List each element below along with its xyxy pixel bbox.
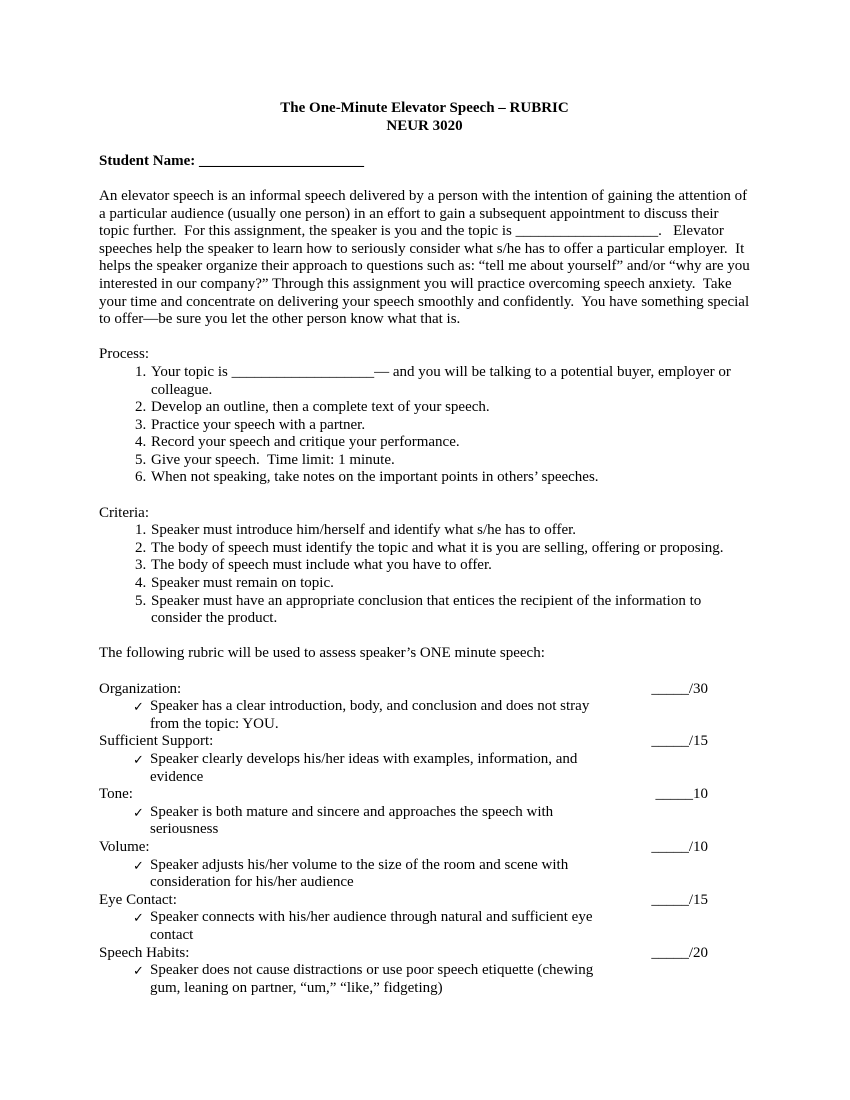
score-blank: _____ [651,733,689,750]
rubric-desc-row [99,751,750,786]
rubric-label-row [99,681,750,699]
list-number: 1. [135,522,147,539]
list-item [99,522,750,540]
list-item [99,575,750,593]
rubric-desc-row [99,962,750,997]
student-name-label: Student Name: [99,152,199,169]
student-name-line [99,153,750,171]
list-item-text: Develop an outline, then a complete text of your speech. [151,399,490,416]
list-item-text: Record your speech and critique your performance. [151,434,460,451]
list-item-text: Practice your speech with a partner. [151,416,366,433]
rubric-section [99,681,750,998]
list-number: 6. [135,469,147,486]
score-value: /10 [688,838,708,855]
rubric-score [651,839,708,857]
score-value: /15 [688,733,708,750]
list-item [99,434,750,452]
rubric-item-sufficient-support [99,733,750,786]
list-item [99,557,750,575]
intro-paragraph: An elevator speech is an informal speech delivered by a person with the intention of gaining the attention of a particular audience (usually one person) in an effort to gain a subsequent appointment to discuss their topic further. For this assignment, the speaker is you and the topic is ___________________. Elevator speeches help the speaker to learn how to seriously consider what s/he has to offer a particular employer. It helps the speaker organize their approach to questions such as: “tell me about yourself” and/or “why are you interested in our company?” Through this assignment you will practice overcoming speech anxiety. Take your time and concentrate on delivering your speech smoothly and confidently. You have something special to offer—be sure you let the other person know what that is. [99,187,754,328]
rubric-label: Eye Contact: [99,891,177,908]
list-number: 2. [135,399,147,416]
rubric-item-eye-contact [99,892,750,945]
process-list [99,364,750,487]
score-value: /15 [688,891,708,908]
criteria-heading: Criteria: [99,504,149,521]
rubric-score [651,892,708,910]
list-number: 3. [135,416,147,433]
list-number: 5. [135,451,147,468]
rubric-desc-text: Speaker clearly develops his/her ideas with examples, information, and evidence [150,750,578,785]
rubric-score [651,681,708,699]
rubric-desc-text: Speaker adjusts his/her volume to the size of the room and scene with consideration for his/her audience [150,856,569,891]
rubric-score [651,945,708,963]
rubric-label-row [99,839,750,857]
rubric-desc-row [99,698,750,733]
rubric-desc-text: Speaker has a clear introduction, body, and conclusion and does not stray from the topic: YOU. [150,698,590,732]
score-blank: _____ [651,891,689,908]
list-item [99,452,750,470]
student-name-blank: ______________________ [199,152,364,169]
list-item-text: The body of speech must identify the topic and what it is you are selling, offering or proposing. [151,539,724,556]
rubric-item-organization [99,681,750,734]
score-blank: _____ [651,838,689,855]
list-item-text: Speaker must have an appropriate conclusion that entices the recipient of the information to consider the product. [151,592,705,627]
list-item [99,540,750,558]
list-item-text: Speaker must remain on topic. [151,575,334,592]
rubric-item-speech-habits [99,945,750,998]
score-value: /30 [688,680,708,697]
rubric-label: Speech Habits: [99,944,190,961]
list-item-text: Give your speech. Time limit: 1 minute. [151,451,395,468]
list-number: 4. [135,575,147,592]
rubric-score [656,786,709,804]
rubric-label-row [99,733,750,751]
list-number: 3. [135,557,147,574]
rubric-desc-text: Speaker does not cause distractions or use poor speech etiquette (chewing gum, leaning on partner, “um,” “like,” fidgeting) [150,962,594,996]
list-number: 5. [135,592,147,609]
document-title: The One-Minute Elevator Speech – RUBRIC [280,100,569,116]
checkmark-icon: ✓ [133,910,144,926]
rubric-label-row [99,892,750,910]
rubric-label-row [99,786,750,804]
rubric-label: Organization: [99,680,182,697]
list-item [99,417,750,435]
list-number: 1. [135,363,147,380]
rubric-desc-row [99,909,750,944]
score-blank: _____ [651,944,689,961]
rubric-label: Sufficient Support: [99,733,214,750]
checkmark-icon: ✓ [133,751,144,767]
checkmark-icon: ✓ [133,857,144,873]
checkmark-icon: ✓ [133,804,144,820]
list-number: 4. [135,434,147,451]
list-item [99,469,750,487]
rubric-desc-text: Speaker is both mature and sincere and approaches the speech with seriousness [150,803,554,838]
rubric-desc-text: Speaker connects with his/her audience through natural and sufficient eye contact [150,909,593,943]
rubric-label-row [99,945,750,963]
rubric-intro: The following rubric will be used to assess speaker’s ONE minute speech: [99,645,545,662]
score-value: 10 [693,786,708,803]
criteria-list [99,522,750,628]
score-value: /20 [688,944,708,961]
list-item [99,593,750,628]
score-blank: _____ [655,786,693,803]
rubric-score [651,733,708,751]
course-code: NEUR 3020 [386,117,463,134]
list-number: 2. [135,539,147,556]
process-heading: Process: [99,346,149,363]
rubric-desc-row [99,857,750,892]
checkmark-icon: ✓ [133,699,144,715]
list-item-text: When not speaking, take notes on the important points in others’ speeches. [151,469,599,486]
checkmark-icon: ✓ [133,963,144,979]
rubric-item-volume [99,839,750,892]
list-item-text: Speaker must introduce him/herself and identify what s/he has to offer. [151,522,577,539]
rubric-item-tone [99,786,750,839]
rubric-desc-row [99,804,750,839]
score-blank: _____ [651,680,689,697]
list-item-text: Your topic is ___________________— and you will be talking to a potential buyer, employer or colleague. [151,363,735,398]
list-item [99,399,750,417]
list-item-text: The body of speech must include what you have to offer. [151,557,492,574]
rubric-label: Tone: [99,786,133,803]
rubric-label: Volume: [99,838,150,855]
list-item [99,364,750,399]
